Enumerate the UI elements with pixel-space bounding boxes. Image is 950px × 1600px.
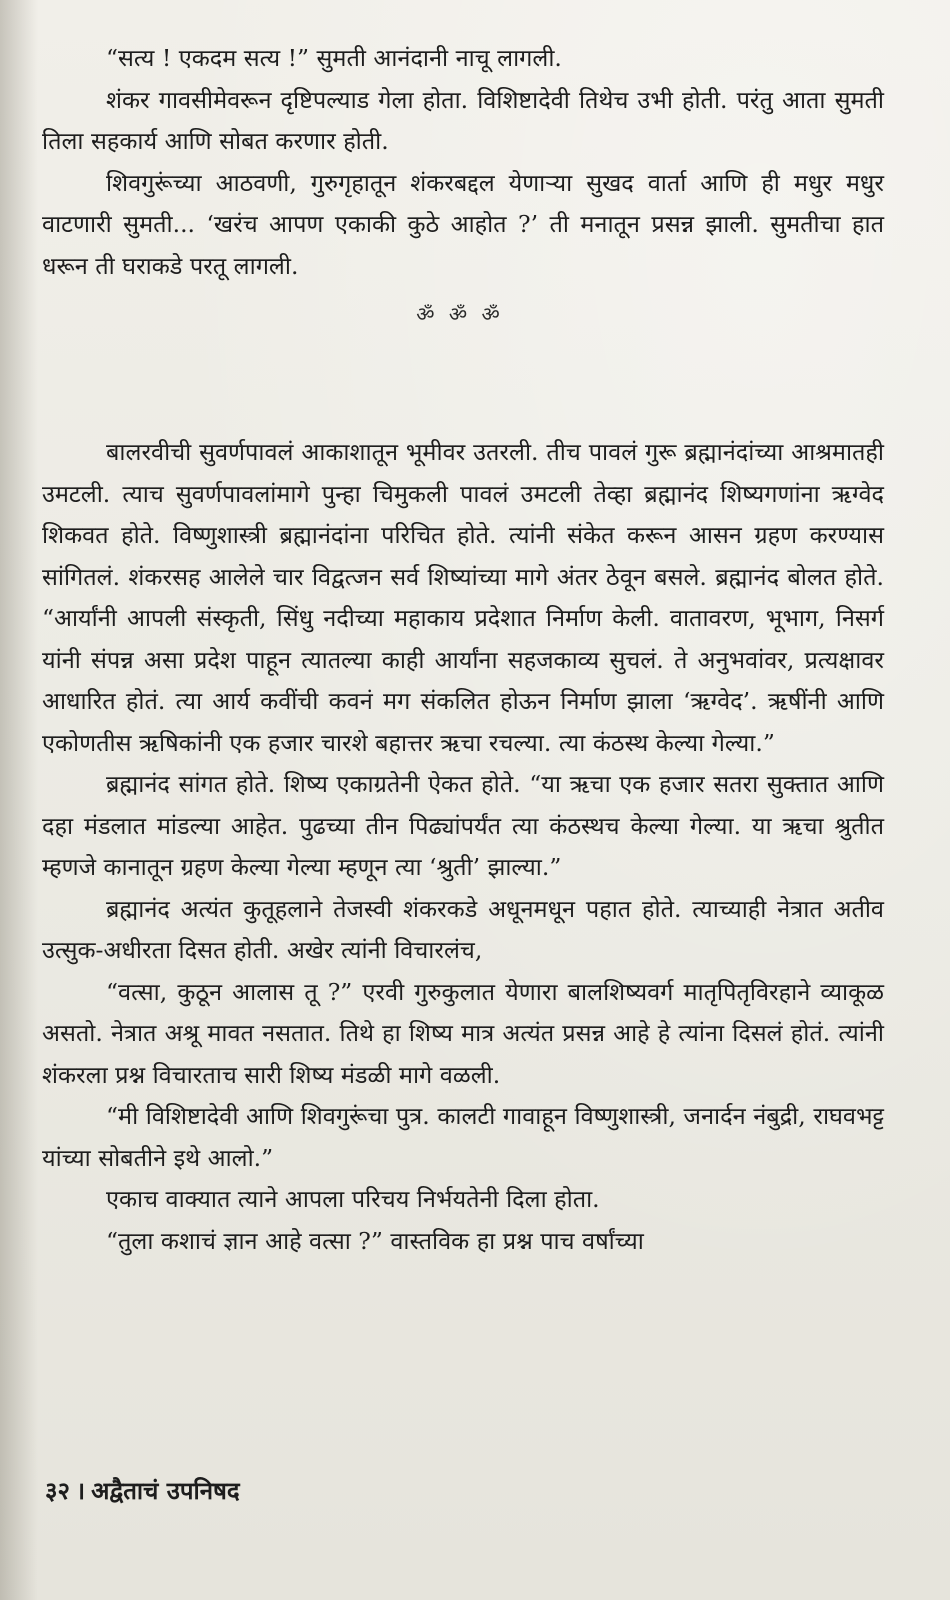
section-one: [42, 38, 884, 287]
paragraph: “वत्सा, कुठून आलास तू ?” एरवी गुरुकुलात येणारा बालशिष्यवर्ग मातृपितृविरहाने व्याकूळ असतो. नेत्रात अश्रू मावत नसतात. तिथे हा शिष्य मात्र अत्यंत प्रसन्न आहे हे त्यांना दिसलं होतं. त्यांनी शंकरला प्रश्न विचारताच सारी शिष्य मंडळी मागे वळली.: [42, 977, 884, 1089]
paragraph: “मी विशिष्टादेवी आणि शिवगुरूंचा पुत्र. कालटी गावाहून विष्णुशास्त्री, जनार्दन नंबुद्री, राघवभट्ट यांच्या सोबतीने इथे आलो.”: [42, 1102, 884, 1172]
paragraph: शिवगुरूंच्या आठवणी, गुरुगृहातून शंकरबद्दल येणाऱ्या सुखद वार्ता आणि ही मधुर मधुर वाटणारी सुमती... ‘खरंच आपण एकाकी कुठे आहोत ?’ ती मनातून प्रसन्न झाली. सुमतीचा हात धरून ती घराकडे परतू लागली.: [42, 168, 884, 280]
paragraph: एकाच वाक्यात त्याने आपला परिचय निर्भयतेनी दिला होता.: [106, 1185, 600, 1213]
paragraph: शंकर गावसीमेवरून दृष्टिपल्याड गेला होता. विशिष्टादेवी तिथेच उभी होती. परंतु आता सुमती तिला सहकार्य आणि सोबत करणार होती.: [42, 85, 884, 155]
page-footer: [45, 1474, 240, 1507]
paragraph: “सत्य ! एकदम सत्य !” सुमती आनंदानी नाचू लागली.: [106, 44, 562, 72]
spine-shadow: [0, 0, 38, 1600]
paragraph: बालरवीची सुवर्णपावलं आकाशातून भूमीवर उतरली. तीच पावलं गुरू ब्रह्मानंदांच्या आश्रमातही उमटली. त्याच सुवर्णपावलांमागे पुन्हा चिमुकली पावलं उमटली तेव्हा ब्रह्मानंद शिष्यगणांना ऋग्वेद शिकवत होते. विष्णुशास्त्री ब्रह्मानंदांना परिचित होते. त्यांनी संकेत करून आसन ग्रहण करण्यास सांगितलं. शंकरसह आलेले चार विद्वत्जन सर्व शिष्यांच्या मागे अंतर ठेवून बसले. ब्रह्मानंद बोलत होते. “आर्यांनी आपली संस्कृती, सिंधु नदीच्या महाकाय प्रदेशात निर्माण केली. वातावरण, भूभाग, निसर्ग यांनी संपन्न असा प्रदेश पाहून त्यातल्या काही आर्यांना सहजकाव्य सुचलं. ते अनुभवांवर, प्रत्यक्षावर आधारित होतं. त्या आर्य कवींची कवनं मग संकलित होऊन निर्माण झाला ‘ऋग्वेद’. ऋषींनी आणि एकोणतीस ऋषिकांनी एक हजार चारशे बहात्तर ऋचा रचल्या. त्या कंठस्थ केल्या गेल्या.”: [42, 438, 884, 757]
paragraph: ब्रह्मानंद अत्यंत कुतूहलाने तेजस्वी शंकरकडे अधूनमधून पहात होते. त्याच्याही नेत्रात अतीव उत्सुक-अधीरता दिसत होती. अखेर त्यांनी विचारलंच,: [42, 894, 884, 964]
section-ornament: ॐ ॐ ॐ: [416, 302, 504, 326]
paragraph: ब्रह्मानंद सांगत होते. शिष्य एकाग्रतेनी ऐकत होते. “या ऋचा एक हजार सतरा सुक्तात आणि दहा मंडलात मांडल्या आहेत. पुढच्या तीन पिढ्यांपर्यंत त्या कंठस्थच केल्या गेल्या. या ऋचा श्रुतीत म्हणजे कानातून ग्रहण केल्या गेल्या म्हणून त्या ‘श्रुती’ झाल्या.”: [42, 770, 884, 881]
book-title: अद्वैताचं उपनिषद: [91, 1476, 240, 1505]
page-number: ३२: [45, 1476, 70, 1505]
paragraph: “तुला कशाचं ज्ञान आहे वत्सा ?” वास्तविक हा प्रश्न पाच वर्षांच्या: [106, 1226, 644, 1255]
section-two: [42, 432, 884, 1262]
footer-separator: ।: [75, 1476, 86, 1505]
